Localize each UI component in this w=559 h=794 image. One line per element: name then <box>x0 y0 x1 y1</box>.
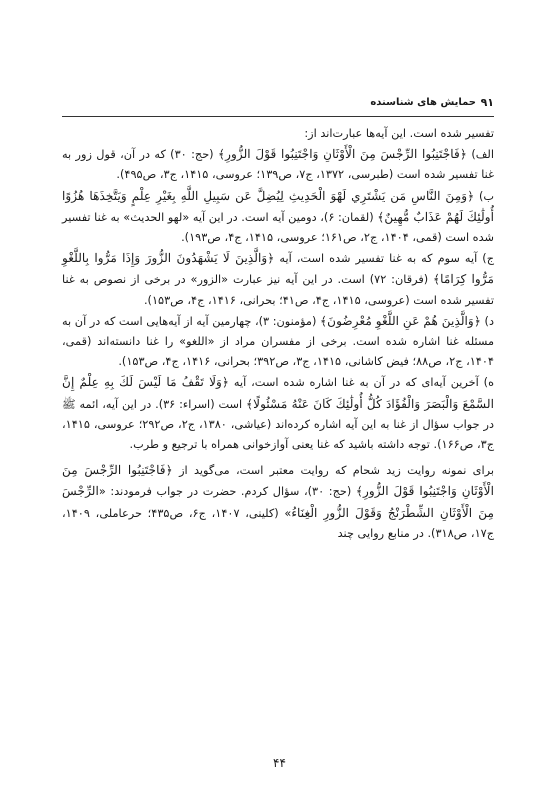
item-b-lead: ب) <box>474 189 494 203</box>
item-a-text: (حج: ۳۰) که در آن، قول زور به غنا تفسیر شده است (طبرسی، ۱۳۷۲، ج۷، ص۱۳۹؛ عروسی، ۱۴۱۵، ج۳، ص۴۹۵). <box>62 148 494 182</box>
final-hadith: الرِّجْسَ مِنَ الْأَوْثَانِ الشِّطْرَنْجُ وَقَوْلَ الزُّورِ الْغِنَاءُ <box>62 484 495 520</box>
final-paragraph <box>62 460 494 544</box>
final-mid: (حج: ۳۰)، سؤال کردم. حضرت در جواب فرمودند: « <box>98 485 356 499</box>
item-e <box>62 372 494 455</box>
item-a-verse: ﴿فَاجْتَنِبُوا الرِّجْسَ مِنَ الْأَوْثَانِ وَاجْتَنِبُوا قَوْلَ الزُّورِ﴾ <box>217 147 467 162</box>
item-d-verse: ﴿وَالَّذِينَ هُمْ عَنِ اللَّغْوِ مُعْرِضُونَ﴾ <box>320 313 481 328</box>
item-d <box>62 311 494 373</box>
item-e-text: است (اسراء: ۳۶). در این آیه، ائمه ﷺ در جواب سؤال از غنا به این آیه اشاره کرده‌اند (عیاشی، ۱۳۸۰، ج۲، ص۲۹۲؛ عروسی، ۱۴۱۵، ج۳، ص۱۶۶). توجه داشته باشید که غنا یعنی آوازخوانی همراه با ترجیع و طرب. <box>62 397 494 452</box>
final-text: » (کلینی، ۱۴۰۷، ج۶، ص۴۳۵؛ حرعاملی، ۱۴۰۹، ج۱۷، ص۳۱۸). در منابع روایی چند <box>62 506 494 540</box>
body-text <box>62 124 494 544</box>
item-c-text: (فرقان: ۷۲) است. در این آیه نیز عبارت «الزور» در برخی از نصوص به غنا تفسیر شده است (عروسی، ۱۴۱۵، ج۴، ص۴۱؛ بحرانی، ۱۴۱۶، ج۴، ص۱۵۳). <box>62 273 494 307</box>
item-c <box>62 248 494 311</box>
item-d-text: (مؤمنون: ۳)، چهارمین آیه از آیه‌هایی است که در آن به مسئله غنا اشاره شده است. برخی از مفسران مراد از «اللغو» را غنا دانسته‌اند (قمی، ۱۴۰۴، ج۲، ص۸۸؛ فیض کاشانی، ۱۴۱۵، ج۳، ص۳۹۲؛ بحرانی، ۱۴۱۶، ج۴، ص۱۵۳). <box>62 314 494 369</box>
item-e-lead: ه) آخرین آیه‌ای که در آن به غنا اشاره شده است، آیه <box>229 376 494 390</box>
header-page-number: ۹۱ <box>480 96 494 109</box>
item-b-text: (لقمان: ۶)، دومین آیه است. در این آیه «لهو الحدیث» به غنا تفسیر شده است (قمی، ۱۴۰۴، ج۲، ص۱۶۱؛ عروسی، ۱۴۱۵، ج۴، ص۱۹۳). <box>61 210 494 245</box>
item-e-verse: ﴿وَلَا تَقْفُ مَا لَيْسَ لَكَ بِهِ عِلْمٌ إِنَّ السَّمْعَ وَالْبَصَرَ وَالْفُؤَادَ كُلُّ أُولَٰئِكَ كَانَ عَنْهُ مَسْئُولًا﴾ <box>62 375 494 411</box>
item-b-verse: ﴿وَمِنَ النَّاسِ مَن يَشْتَرِي لَهْوَ الْحَدِيثِ لِيُضِلَّ عَن سَبِيلِ اللَّهِ بِغَيْرِ عِلْمٍ وَيَتَّخِذَهَا هُزُوًا أُولَٰئِكَ لَهُمْ عَذَابٌ مُّهِينٌ﴾ <box>62 188 494 224</box>
item-a <box>62 144 494 185</box>
item-c-verse: ﴿وَالَّذِينَ لَا يَشْهَدُونَ الزُّورَ وَإِذَا مَرُّوا بِاللَّغْوِ مَرُّوا كِرَامًا﴾ <box>62 251 494 287</box>
header-title: حمایش های شناسنده <box>370 97 476 108</box>
intro-line: تفسیر شده است. این آیه‌ها عبارت‌اند از: <box>304 127 494 140</box>
item-c-lead: ج) آیه سوم که به غنا تفسیر شده است، آیه <box>274 252 494 266</box>
final-verse: ﴿فَاجْتَنِبُوا الرِّجْسَ مِنَ الْأَوْثَانِ وَاجْتَنِبُوا قَوْلَ الزُّورِ﴾ <box>62 463 494 499</box>
item-d-lead: د) <box>480 314 494 328</box>
footer-page-number: ۴۴ <box>273 756 286 770</box>
item-b <box>62 186 494 249</box>
item-a-lead: الف) <box>466 148 495 162</box>
final-lead: برای نمونه روایت زید شحام که روایت معتبر است، می‌گوید از <box>172 464 494 478</box>
running-header <box>62 94 494 117</box>
